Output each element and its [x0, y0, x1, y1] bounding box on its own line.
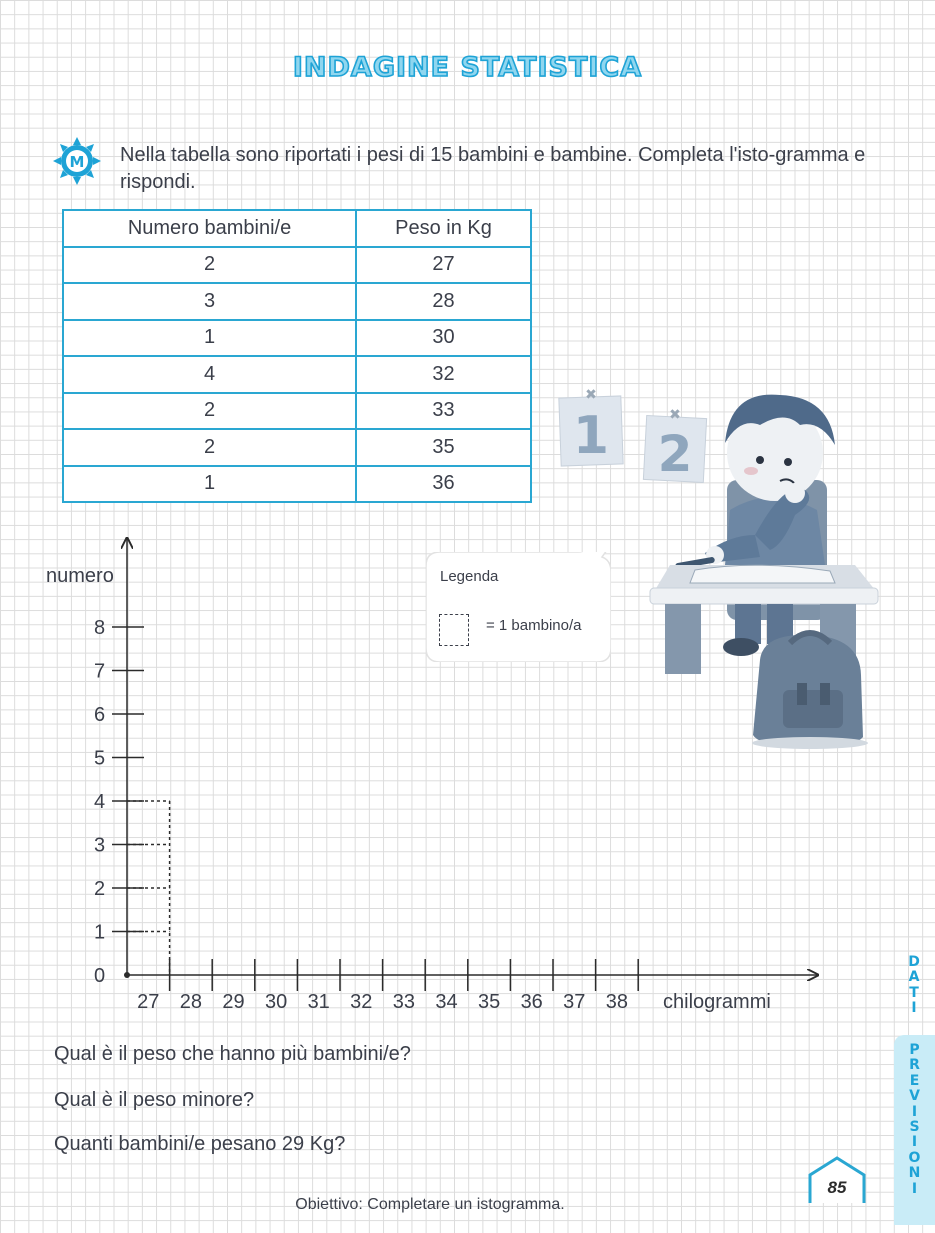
svg-text:✖: ✖ — [585, 386, 597, 402]
x-tick-label: 36 — [520, 991, 543, 1013]
y-tick-label: 3 — [94, 834, 106, 857]
x-tick-label: 28 — [179, 991, 203, 1013]
question-2: Qual è il peso minore? — [54, 1089, 255, 1111]
x-tick-label: 38 — [605, 991, 629, 1013]
side-tab-letter: A — [908, 969, 920, 986]
side-tab-letter: R — [909, 1057, 920, 1074]
page-number: 85 — [827, 1178, 847, 1197]
side-tab-letter: I — [911, 1180, 918, 1197]
table-header-row — [63, 210, 531, 247]
x-tick-label: 34 — [435, 991, 458, 1013]
x-tick-label: 32 — [350, 991, 373, 1013]
header-peso: Peso in Kg — [356, 210, 531, 247]
cell-peso: 35 — [356, 429, 531, 466]
y-tick-label: 4 — [94, 791, 106, 813]
side-tab-letter: O — [908, 1149, 921, 1166]
y-axis-label: numero — [46, 565, 114, 587]
y-tick-label: 0 — [94, 965, 106, 987]
cell-numero: 2 — [63, 247, 356, 284]
x-tick-label: 35 — [477, 991, 501, 1013]
side-tab-letter: P — [909, 1042, 920, 1058]
y-tick-label: 5 — [94, 747, 106, 770]
table-row — [63, 466, 531, 503]
side-tab-letter: I — [911, 1134, 918, 1151]
side-tab-previsioni — [894, 1035, 935, 1225]
cell-peso: 28 — [356, 283, 531, 320]
cell-numero: 2 — [63, 393, 356, 430]
table-row — [63, 283, 531, 320]
cell-peso: 32 — [356, 356, 531, 393]
svg-text:✖: ✖ — [669, 406, 681, 422]
cell-peso: 27 — [356, 247, 531, 284]
side-tab-letter: S — [909, 1119, 920, 1136]
number-card-1 — [559, 386, 623, 466]
number-card-2 — [643, 406, 706, 483]
card-number-1: 1 — [572, 406, 610, 466]
cell-numero: 1 — [63, 466, 356, 503]
weights-table — [62, 209, 532, 503]
instruction-text: Nella tabella sono riportati i pesi di 15 bambini e bambine. Completa l'isto-gramma e rispondi. — [120, 144, 866, 193]
table-row — [63, 247, 531, 284]
cell-numero: 1 — [63, 320, 356, 357]
cell-peso: 30 — [356, 320, 531, 357]
question-1: Qual è il peso che hanno più bambini/e? — [54, 1043, 411, 1065]
cell-peso: 36 — [356, 466, 531, 503]
side-tab-letter: D — [908, 954, 920, 970]
x-tick-label: 37 — [563, 991, 586, 1013]
header-numero: Numero bambini/e — [63, 210, 356, 247]
card-number-2: 2 — [657, 425, 693, 483]
cell-numero: 2 — [63, 429, 356, 466]
table-row — [63, 356, 531, 393]
x-tick-label: 33 — [392, 991, 416, 1013]
legend-text: = 1 bambino/a — [486, 617, 582, 634]
m-badge-icon — [52, 136, 102, 186]
origin-dot — [124, 972, 130, 978]
cell-numero: 4 — [63, 356, 356, 393]
page-title: INDAGINE STATISTICA — [292, 52, 643, 83]
y-tick-label: 8 — [94, 617, 106, 639]
side-tab-letter: I — [911, 1103, 918, 1120]
y-tick-label: 7 — [94, 660, 106, 683]
side-tab-letter: I — [911, 1000, 917, 1017]
cell-peso: 33 — [356, 393, 531, 430]
legend-title: Legenda — [440, 568, 499, 585]
x-tick-label: 27 — [137, 991, 160, 1013]
side-tab-dati — [894, 955, 934, 1017]
table-row — [63, 393, 531, 430]
legend-dashed-box — [439, 614, 469, 646]
cell-numero: 3 — [63, 283, 356, 320]
table-row — [63, 429, 531, 466]
boy-at-desk-illustration — [555, 385, 885, 750]
x-axis-label: chilogrammi — [663, 991, 771, 1013]
x-tick-label: 30 — [264, 991, 288, 1013]
x-tick-label: 31 — [307, 991, 330, 1013]
y-tick-label: 1 — [94, 921, 106, 944]
side-tab-letter: E — [909, 1072, 920, 1089]
badge-letter: M — [69, 153, 85, 171]
objective-text: Obiettivo: Completare un istogramma. — [295, 1196, 565, 1213]
y-tick-label: 2 — [94, 878, 106, 900]
side-tab-letter: V — [909, 1088, 920, 1105]
y-tick-label: 6 — [94, 704, 106, 726]
x-tick-label: 29 — [222, 991, 245, 1013]
table-row — [63, 320, 531, 357]
question-3: Quanti bambini/e pesano 29 Kg? — [54, 1133, 346, 1155]
side-tab-letter: N — [908, 1165, 921, 1182]
side-tab-letter: T — [909, 984, 919, 1001]
